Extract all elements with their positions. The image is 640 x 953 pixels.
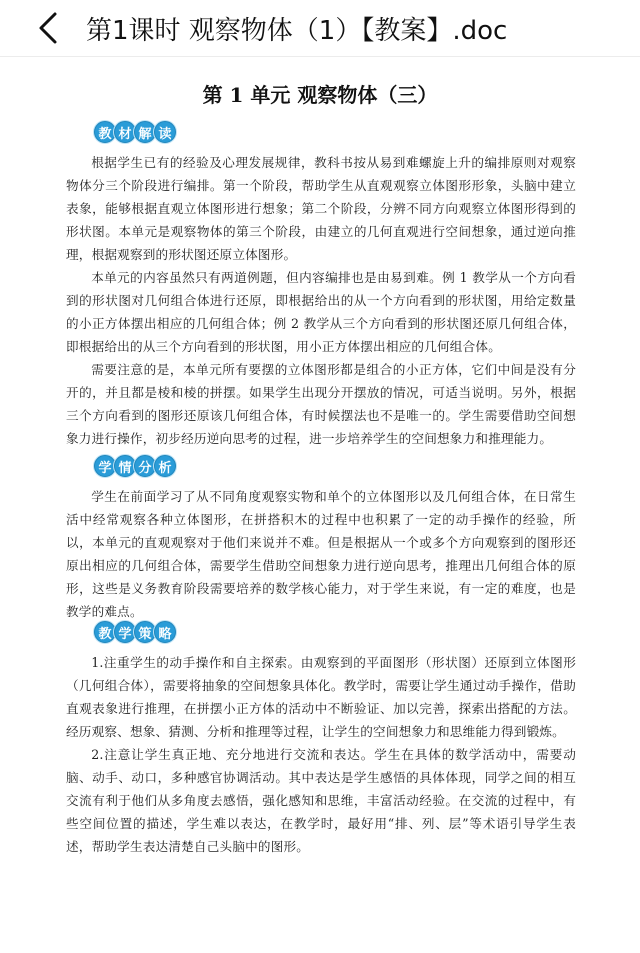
paragraph: 1.注重学生的动手操作和自主探索。由观察到的平面图形（形状图）还原到立体图形（几何组合体），需要将抽象的空间想象具体化。教学时，需要让学生通过动手操作，借助直观表象进行推理，在拼摆小正方体的活动中不断验证、加以完善，探索出搭配的方法。经历观察、想象、猜测、分析和推理等过程，让学生的空间想象力和思维能力得到锻炼。 (66, 655, 576, 739)
badge-char: 学 (114, 621, 136, 643)
paragraph: 根据学生已有的经验及心理发展规律，教科书按从易到难螺旋上升的编排原则对观察物体分三个阶段进行编排。第一个阶段，帮助学生从直观观察立体图形形象，头脑中建立表象，能够根据直观立体图形进行想象；第二个阶段，分辨不同方向观察立体图形得到的形状图。本单元是观察物体的第三个阶段，由建立的几何直观进行空间想象，通过逆向推理，根据观察到的形状图还原立体图形。 (66, 155, 576, 262)
paragraph: 需要注意的是，本单元所有要摆的立体图形都是组合的小正方体，它们中间是没有分开的，并且都是棱和棱的拼摆。如果学生出现分开摆放的情况，可适当说明。另外，根据三个方向看到的图形还原该几何组合体，有时候摆法也不是唯一的。学生需要借助空间想象力进行操作，初步经历逆向思考的过程，进一步培养学生的空间想象力和推理能力。 (66, 362, 576, 446)
badge-char: 策 (134, 621, 156, 643)
document-title: 第1课时 观察物体（1）【教案】.doc (86, 15, 508, 46)
chevron-left-icon (37, 11, 59, 45)
badge-char: 解 (134, 121, 156, 143)
unit-title: 第 1 单元 观察物体（三） (202, 83, 438, 107)
badge-char: 教 (94, 621, 116, 643)
badge-char: 略 (154, 621, 176, 643)
section-badge-textbook-reading (94, 121, 174, 143)
section-student-analysis (66, 485, 576, 623)
section-badge-teaching-strategy (94, 621, 174, 643)
badge-char: 分 (134, 455, 156, 477)
document-page[interactable] (0, 57, 640, 953)
badge-char: 读 (154, 121, 176, 143)
top-bar (0, 0, 640, 57)
badge-char: 教 (94, 121, 116, 143)
section-badge-student-analysis (94, 455, 174, 477)
back-button[interactable] (20, 0, 76, 56)
badge-char: 学 (94, 455, 116, 477)
paragraph: 2.注意让学生真正地、充分地进行交流和表达。学生在具体的数学活动中，需要动脑、动手、动口，多种感官协调活动。其中表达是学生感悟的具体体现，同学之间的相互交流有利于他们从多角度去感悟，强化感知和思维，丰富活动经验。在交流的过程中，有些空间位置的描述，学生难以表达，在教学时，最好用“排、列、层”等术语引导学生表述，帮助学生表达清楚自己头脑中的图形。 (66, 747, 576, 854)
section-textbook-reading (66, 151, 576, 450)
paragraph: 本单元的内容虽然只有两道例题，但内容编排也是由易到难。例 1 教学从一个方向看到的形状图对几何组合体进行还原，即根据给出的从一个方向看到的形状图，用给定数量的小正方体摆出相应的几何组合体；例 2 教学从三个方向看到的形状图还原几何组合体，即根据给出的从三个方向看到的形状图，用小正方体摆出相应的几何组合体。 (66, 270, 576, 354)
paragraph: 学生在前面学习了从不同角度观察实物和单个的立体图形以及几何组合体，在日常生活中经常观察各种立体图形，在拼搭积木的过程中也积累了一定的动手操作的经验，所以，本单元的直观观察对于他们来说并不难。但是根据从一个或多个方向观察到的图形还原出相应的几何组合体，需要学生借助空间想象力进行逆向思考，推理出几何组合体的原形，这些是义务教育阶段需要培养的数学核心能力，对于学生来说，有一定的难度，也是教学的难点。 (66, 489, 576, 619)
badge-char: 材 (114, 121, 136, 143)
badge-char: 情 (114, 455, 136, 477)
badge-char: 析 (154, 455, 176, 477)
section-teaching-strategy (66, 651, 576, 858)
